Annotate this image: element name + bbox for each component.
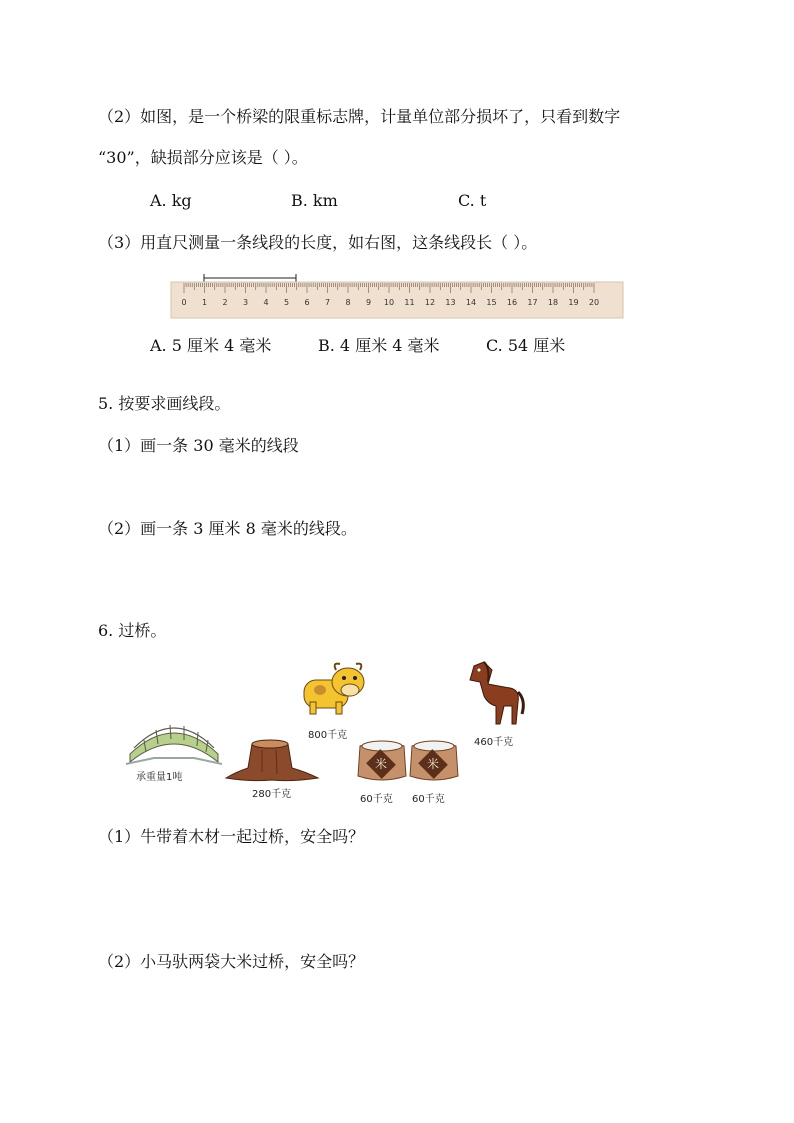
ruler-numbers (181, 298, 599, 307)
q4-2-option-b: B. km (291, 191, 338, 210)
rice-bag-2-icon (408, 738, 460, 782)
ruler-number: 2 (222, 298, 228, 307)
ruler-number: 10 (383, 298, 395, 307)
ruler-number: 18 (547, 298, 559, 307)
ruler-number: 9 (365, 298, 372, 307)
q4-2-option-a: A. kg (150, 191, 192, 210)
ruler-number: 15 (486, 298, 497, 307)
ruler-number: 8 (345, 298, 351, 307)
ruler-figure (168, 270, 628, 322)
rice-bag-2-char: 米 (427, 757, 440, 771)
ruler-number: 16 (506, 298, 518, 307)
ruler-number: 6 (304, 298, 310, 307)
q6-sub1: （1）牛带着木材一起过桥，安全吗？ (98, 827, 365, 846)
rice-bag-1-char: 米 (375, 757, 388, 771)
q6-sub2: （2）小马驮两袋大米过桥，安全吗？ (98, 952, 365, 971)
q4-3-option-c: C. 54 厘米 (486, 336, 566, 355)
q5-title: 5. 按要求画线段。 (98, 394, 231, 413)
ruler-number: 11 (404, 298, 415, 307)
horse-weight-label: 460千克 (474, 737, 514, 748)
q5-sub2: （2）画一条 3 厘米 8 毫米的线段。 (98, 519, 357, 538)
ox-icon (298, 658, 372, 718)
q4-3-option-a: A. 5 厘米 4 毫米 (150, 336, 272, 355)
bridge-icon (124, 708, 224, 768)
ruler-ticks (184, 283, 594, 293)
ruler-number: 13 (445, 298, 456, 307)
q4-2-text-line1: （2）如图，是一个桥梁的限重标志牌，计量单位部分损坏了，只看到数字 (98, 107, 621, 126)
rice-bag-1-weight-label: 60千克 (360, 794, 393, 805)
ruler-number: 7 (324, 298, 331, 307)
ruler-number: 0 (181, 298, 187, 307)
q4-2-text-line2: “30”，缺损部分应该是（ ）。 (98, 148, 308, 167)
q6-title: 6. 过桥。 (98, 621, 167, 640)
ruler-number: 5 (283, 298, 290, 307)
q4-3-option-b: B. 4 厘米 4 毫米 (318, 336, 440, 355)
rice-bag-2-weight-label: 60千克 (412, 794, 445, 805)
ruler-number: 4 (263, 298, 269, 307)
ruler-number: 3 (242, 298, 249, 307)
ruler-number: 19 (568, 298, 579, 307)
wood-stump-icon (222, 738, 322, 784)
ruler-number: 14 (465, 298, 477, 307)
ruler-number: 17 (527, 298, 538, 307)
ruler-number: 1 (201, 298, 208, 307)
q5-sub1: （1）画一条 30 毫米的线段 (98, 436, 299, 455)
q4-3-text: （3）用直尺测量一条线段的长度，如右图，这条线段长（ ）。 (98, 233, 538, 252)
ox-weight-label: 800千克 (308, 730, 348, 741)
ruler-number: 20 (588, 298, 600, 307)
bridge-capacity-label: 承重量1吨 (136, 772, 183, 783)
q4-2-option-c: C. t (458, 191, 487, 210)
ruler-number: 12 (424, 298, 436, 307)
wood-weight-label: 280千克 (252, 789, 292, 800)
rice-bag-1-icon (356, 738, 408, 782)
horse-icon (464, 660, 528, 728)
